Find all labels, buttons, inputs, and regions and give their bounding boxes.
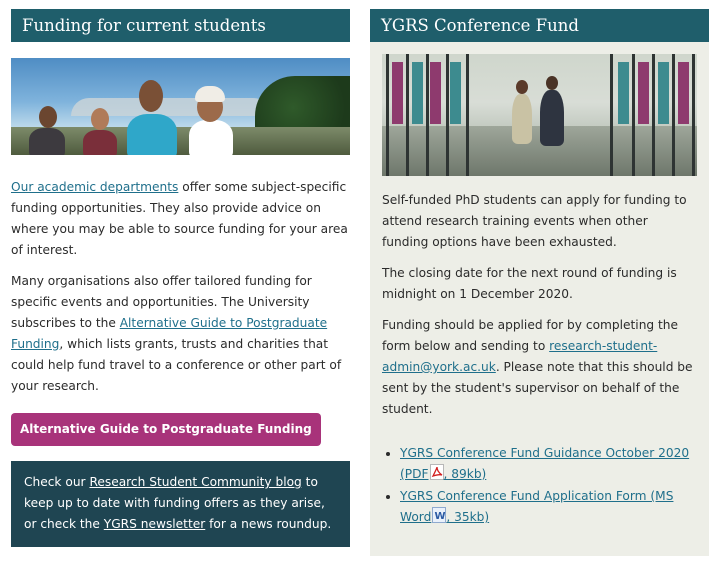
- section-heading: Funding for current students: [11, 9, 350, 42]
- organisations-paragraph: [11, 271, 350, 397]
- organisations-text-before: Many organisations also offer tailored funding for specific events and opportunities. The University subscribes to the: [11, 274, 312, 330]
- current-students-funding-section: [11, 9, 350, 547]
- application-text-before: Funding should be applied for by completing the form below and sending to: [382, 318, 679, 353]
- admin-email-link[interactable]: research-student-admin@york.ac.uk: [382, 339, 658, 374]
- ygrs-newsletter-link[interactable]: YGRS newsletter: [103, 517, 206, 531]
- info-text-after: for a news roundup.: [205, 517, 332, 531]
- pdf-icon: [430, 464, 444, 480]
- application-paragraph: [382, 315, 697, 420]
- alternative-guide-link[interactable]: Alternative Guide to Postgraduate Funding: [11, 316, 328, 351]
- research-student-community-blog-link[interactable]: Research Student Community blog: [89, 475, 302, 489]
- guidance-document-link[interactable]: YGRS Conference Fund Guidance October 2020 (PDF , 89kb): [400, 446, 690, 481]
- application-form-link[interactable]: YGRS Conference Fund Application Form (MS Word W , 35kb): [400, 489, 674, 524]
- list-item: [400, 443, 697, 485]
- svg-text:W: W: [434, 511, 446, 522]
- closing-date-paragraph: The closing date for the next round of funding is midnight on 1 December 2020.: [382, 266, 677, 301]
- info-text-before: Check our: [24, 475, 90, 489]
- eligibility-paragraph: Self-funded PhD students can apply for funding to attend research training events when other funding options have been exhausted.: [382, 193, 687, 249]
- departments-paragraph: [11, 177, 350, 261]
- conference-fund-panel: [370, 9, 709, 556]
- application-text-after: . Please note that this should be sent by the student's supervisor on behalf of the student.: [382, 360, 693, 416]
- word-doc-icon: [432, 507, 446, 523]
- academic-departments-link[interactable]: Our academic departments: [11, 180, 179, 194]
- campus-walkway-image: [382, 54, 697, 176]
- students-hero-image: [11, 58, 350, 155]
- list-item: [400, 486, 697, 528]
- alternative-guide-button[interactable]: Alternative Guide to Postgraduate Funding: [11, 413, 321, 446]
- documents-list: [382, 443, 697, 528]
- departments-text: offer some subject-specific funding opportunities. They also provide advice on where you may be able to source funding for your area of interest.: [11, 180, 348, 257]
- community-blog-info-box: [11, 461, 350, 547]
- info-text-middle: to keep up to date with funding offers as they arise, or check the: [24, 475, 325, 531]
- section-heading: YGRS Conference Fund: [370, 9, 709, 42]
- organisations-text-after: , which lists grants, trusts and charities that could help fund travel to a conference or other part of your research.: [11, 337, 342, 393]
